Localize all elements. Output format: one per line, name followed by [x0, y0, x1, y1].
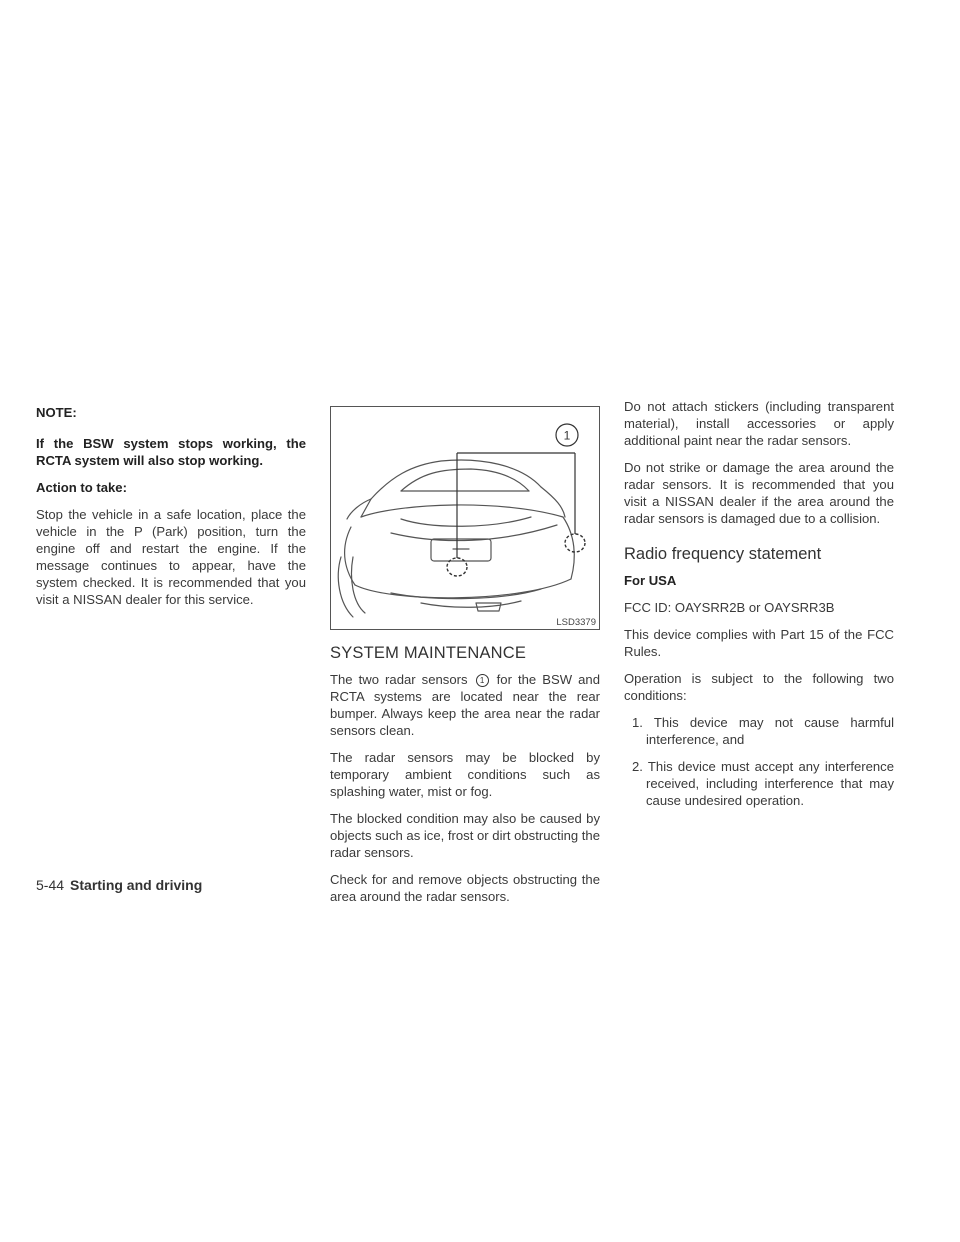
damage-warning-paragraph: Do not strike or damage the area around the radar sensors. It is recommended that you visit a NISSAN dealer if the area around the radar sensors is damaged due to a collision.: [624, 460, 894, 526]
maintenance-paragraph-1: The two radar sensors 1 for the BSW and RCTA systems are located near the rear bumper. Always keep the area near the radar sensors clean.: [330, 672, 600, 738]
region-subheading: For USA: [624, 573, 677, 588]
note-warning: If the BSW system stops working, the RCTA system will also stop working.: [36, 436, 306, 468]
sticker-warning-paragraph: Do not attach stickers (including transparent material), install accessories or apply additional paint near the radar sensors.: [624, 399, 894, 448]
maintenance-paragraph-4: Check for and remove objects obstructing the area around the radar sensors.: [330, 872, 600, 904]
operation-conditions: Operation is subject to the following two conditions:: [624, 671, 894, 703]
section-heading-system-maintenance: SYSTEM MAINTENANCE: [330, 644, 527, 662]
figure-code: LSD3379: [556, 617, 596, 628]
radar-sensor-illustration: [330, 406, 600, 630]
car-rear-drawing: [331, 407, 599, 629]
callout-number: 1: [563, 428, 571, 443]
page-number: 5-44: [36, 877, 65, 893]
list-item: 2. This device must accept any interference received, including interference that may cause undesired operation.: [632, 759, 894, 808]
action-text: Stop the vehicle in a safe location, place the vehicle in the P (Park) position, turn the engine off and restart the engine. If the message continues to appear, have the system checked. It is recommended that you visit a NISSAN dealer for this service.: [36, 507, 306, 607]
conditions-list: [624, 714, 894, 809]
right-sensor-marker: [565, 534, 585, 552]
page-footer: [36, 877, 202, 893]
chapter-title: Starting and driving: [70, 877, 203, 893]
maintenance-paragraph-2: The radar sensors may be blocked by temporary ambient conditions such as splashing water, mist or fog.: [330, 750, 600, 799]
action-label: Action to take:: [36, 480, 127, 495]
fcc-compliance: This device complies with Part 15 of the FCC Rules.: [624, 627, 894, 659]
maintenance-paragraph-3: The blocked condition may also be caused by objects such as ice, frost or dirt obstructing the radar sensors.: [330, 811, 601, 860]
fcc-id: FCC ID: OAYSRR2B or OAYSRR3B: [624, 600, 835, 615]
list-item: 1. This device may not cause harmful interference, and: [632, 715, 894, 747]
middle-column: [330, 398, 600, 915]
section-heading-radio-frequency: Radio frequency statement: [624, 545, 822, 563]
left-column: [36, 398, 306, 618]
note-label: NOTE:: [36, 405, 77, 420]
sensor-callout-marker: 1: [476, 674, 489, 687]
right-column: [624, 398, 894, 819]
